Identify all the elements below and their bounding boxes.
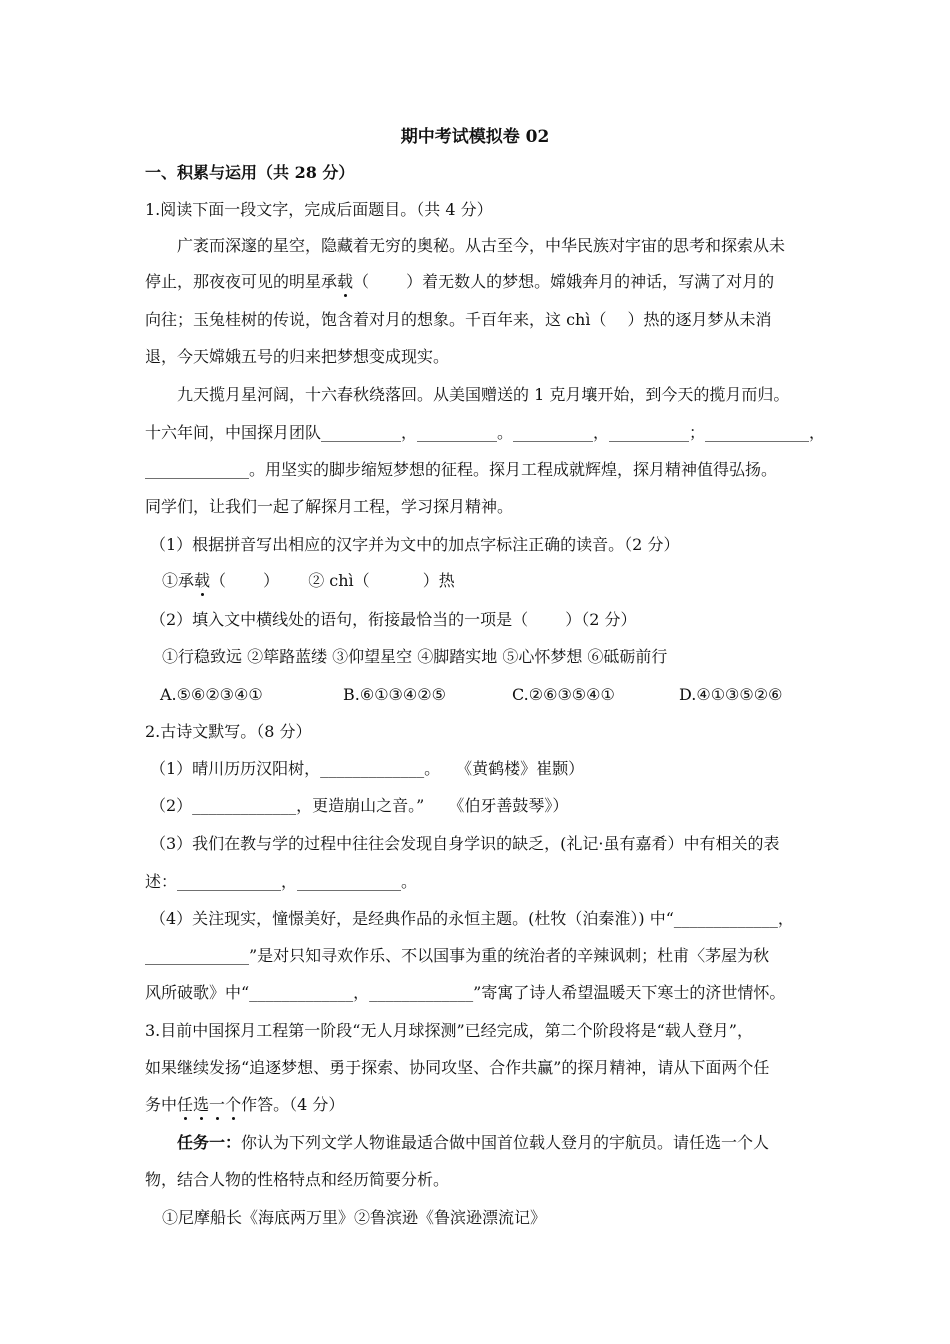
passage-2-line-4: 同学们，让我们一起了解探月工程，学习探月精神。 <box>145 497 514 516</box>
emphasis-dot-char: 载 <box>337 272 354 291</box>
passage-1-line-4: 退，今天嫦娥五号的归来把梦想变成现实。 <box>145 347 450 366</box>
question-2-item-4-cont-2: 风所破歌》中“_____________，_____________”寄寓了诗人希望温暖天下寒士的济世情怀。 <box>145 983 786 1002</box>
text-run: 作答。（4 分） <box>241 1095 345 1114</box>
option-b: B.⑥①③④②⑤ <box>343 685 446 704</box>
subquestion-2: （2）填入文中横线处的语句，衔接最恰当的一项是（ ）（2 分） <box>150 610 637 629</box>
question-2-item-3-cont: 述：_____________，_____________。 <box>145 872 418 891</box>
text-run: （ ）着无数人的梦想。嫦娥奔月的神话，写满了对月的 <box>353 272 775 291</box>
passage-2-line-3: _____________。用坚实的脚步缩短梦想的征程。探月工程成就辉煌，探月精神值得弘扬。 <box>145 460 778 479</box>
subquestion-2-items: ①行稳致远 ②筚路蓝缕 ③仰望星空 ④脚踏实地 ⑤心怀梦想 ⑥砥砺前行 <box>162 647 668 666</box>
option-a: A.⑤⑥②③④① <box>160 685 263 704</box>
page-title: 期中考试模拟卷 02 <box>400 127 550 147</box>
question-3-line-3 <box>145 1095 344 1115</box>
question-2-heading: 2.古诗文默写。（8 分） <box>145 722 312 741</box>
question-1-heading: 1.阅读下面一段文字，完成后面题目。（共 4 分） <box>145 200 493 219</box>
emphasis-dot-char: 载 <box>194 571 211 590</box>
passage-1-line-3: 向往；玉兔桂树的传说，饱含着对月的想象。千百年来，这 chì（ ）热的逐月梦从未消 <box>145 310 772 329</box>
passage-1-line-2 <box>145 272 774 292</box>
subquestion-1-answer-line <box>162 571 455 591</box>
text-run: 你认为下列文学人物谁最适合做中国首位载人登月的宇航员。请任选一个人 <box>241 1133 770 1152</box>
text-run: ①承 <box>162 571 195 590</box>
emphasis-dot-char: 一 <box>209 1095 226 1114</box>
question-3-line-2: 如果继续发扬“追逐梦想、勇于探索、协同攻坚、合作共赢”的探月精神，请从下面两个任 <box>145 1058 770 1077</box>
question-2-item-4: （4）关注现实，憧憬美好，是经典作品的永恒主题。(杜牧（泊秦淮）) 中“_____________， <box>150 909 794 928</box>
question-2-item-1: （1）晴川历历汉阳树，_____________。 《黄鹤楼》崔颢） <box>150 759 585 778</box>
text-run: 务中 <box>145 1095 178 1114</box>
question-3-line-1: 3.目前中国探月工程第一阶段“无人月球探测”已经完成，第二个阶段将是“载人登月”， <box>145 1021 753 1040</box>
passage-1-line-1: 广袤而深邃的星空，隐藏着无穷的奥秘。从古至今，中华民族对宇宙的思考和探索从未 <box>177 236 786 255</box>
text-run: 停止，那夜夜可见的明星承 <box>145 272 338 291</box>
section-heading: 一、积累与运用（共 28 分） <box>145 163 355 182</box>
emphasis-dot-char: 选 <box>193 1095 210 1114</box>
passage-2-line-2: 十六年间，中国探月团队__________，__________。__________，__________；_____________， <box>145 423 826 442</box>
question-2-item-4-cont-1: _____________”是对只知寻欢作乐、不以国事为重的统治者的辛辣讽刺；杜甫〈茅屋为秋 <box>145 946 770 965</box>
task-1-choices: ①尼摩船长《海底两万里》②鲁滨逊《鲁滨逊漂流记》 <box>162 1208 547 1227</box>
task-1-label: 任务一： <box>177 1133 242 1152</box>
task-1-line-2: 物，结合人物的性格特点和经历简要分析。 <box>145 1170 450 1189</box>
emphasis-dot-char: 任 <box>177 1095 194 1114</box>
option-c: C.②⑥③⑤④① <box>512 685 615 704</box>
emphasis-dot-char: 个 <box>225 1095 242 1114</box>
option-d: D.④①③⑤②⑥ <box>679 685 783 704</box>
passage-2-line-1: 九天揽月星河阔，十六春秋绕落回。从美国赠送的 1 克月壤开始，到今天的揽月而归。 <box>177 385 790 404</box>
task-1-line-1 <box>177 1133 769 1153</box>
subquestion-1: （1）根据拼音写出相应的汉字并为文中的加点字标注正确的读音。（2 分） <box>150 535 680 554</box>
text-run: （ ） ② chì（ ）热 <box>210 571 455 590</box>
question-2-item-3: （3）我们在教与学的过程中往往会发现自身学识的缺乏，(礼记·虽有嘉肴）中有相关的表 <box>150 834 780 853</box>
question-2-item-2: （2）_____________，更造崩山之音。” 《伯牙善鼓琴》） <box>150 796 569 815</box>
